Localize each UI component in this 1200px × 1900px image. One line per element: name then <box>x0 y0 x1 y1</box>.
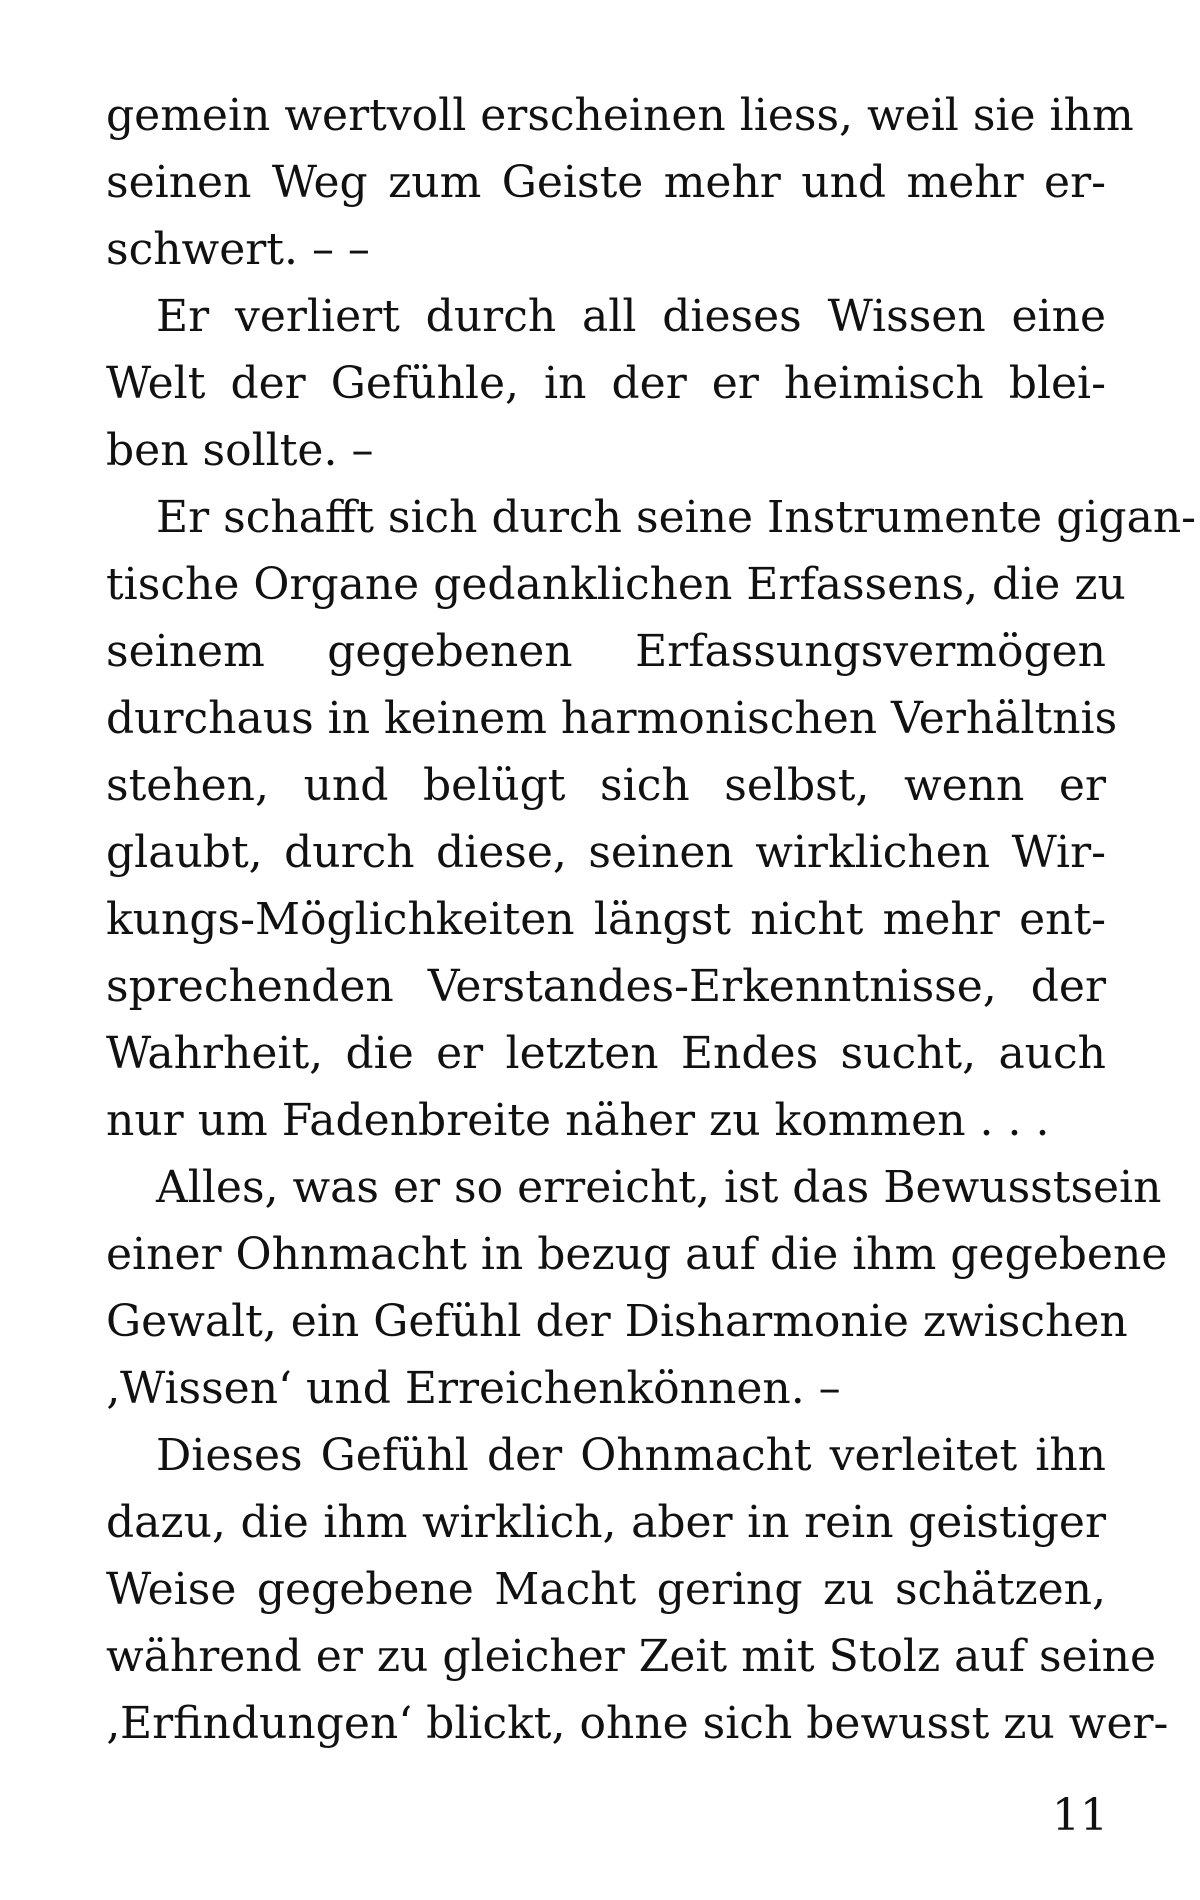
text-line: einer Ohnmacht in bezug auf die ihm gegebene <box>106 1229 1168 1280</box>
text-line: dazu, die ihm wirklich, aber in rein geistiger <box>106 1497 1106 1548</box>
text-line: sprechenden Verstandes-Erkenntnisse, der <box>106 961 1106 1012</box>
text-line: ben sollte. – <box>106 425 374 476</box>
text-line: Wahrheit, die er letzten Endes sucht, auch <box>106 1028 1106 1079</box>
text-line: Weise gegebene Macht gering zu schätzen, <box>106 1564 1106 1615</box>
text-line: Er schafft sich durch seine Instrumente gigan- <box>156 492 1197 543</box>
text-line: kungs-Möglichkeiten längst nicht mehr ent- <box>106 894 1106 945</box>
text-line: Er verliert durch all dieses Wissen eine <box>156 291 1106 342</box>
text-line: ‚Erfindungen‘ blickt, ohne sich bewusst zu wer- <box>106 1698 1169 1749</box>
body-text <box>106 82 1197 1757</box>
text-line: glaubt, durch diese, seinen wirklichen Wir- <box>106 827 1106 878</box>
text-line: durchaus in keinem harmonischen Verhältnis <box>106 693 1118 744</box>
text-line: seinem gegebenen Erfassungsvermögen <box>106 626 1106 677</box>
text-line: tische Organe gedanklichen Erfassens, die zu <box>106 559 1126 610</box>
text-line: schwert. – – <box>106 224 370 275</box>
text-line: Dieses Gefühl der Ohnmacht verleitet ihn <box>156 1430 1106 1481</box>
text-line: nur um Fadenbreite näher zu kommen . . . <box>106 1095 1050 1146</box>
text-line: Alles, was er so erreicht, ist das Bewusstsein <box>156 1162 1162 1213</box>
text-line: Gewalt, ein Gefühl der Disharmonie zwischen <box>106 1296 1128 1347</box>
text-line: stehen, und belügt sich selbst, wenn er <box>106 760 1106 811</box>
text-line: während er zu gleicher Zeit mit Stolz auf seine <box>106 1631 1157 1682</box>
text-line: ‚Wissen‘ und Erreichenkönnen. – <box>106 1363 841 1414</box>
page-number: 11 <box>1052 1790 1108 1841</box>
text-line: gemein wertvoll erscheinen liess, weil sie ihm <box>106 90 1134 141</box>
text-line: Welt der Gefühle, in der er heimisch blei- <box>106 358 1106 409</box>
text-line: seinen Weg zum Geiste mehr und mehr er- <box>106 157 1106 208</box>
